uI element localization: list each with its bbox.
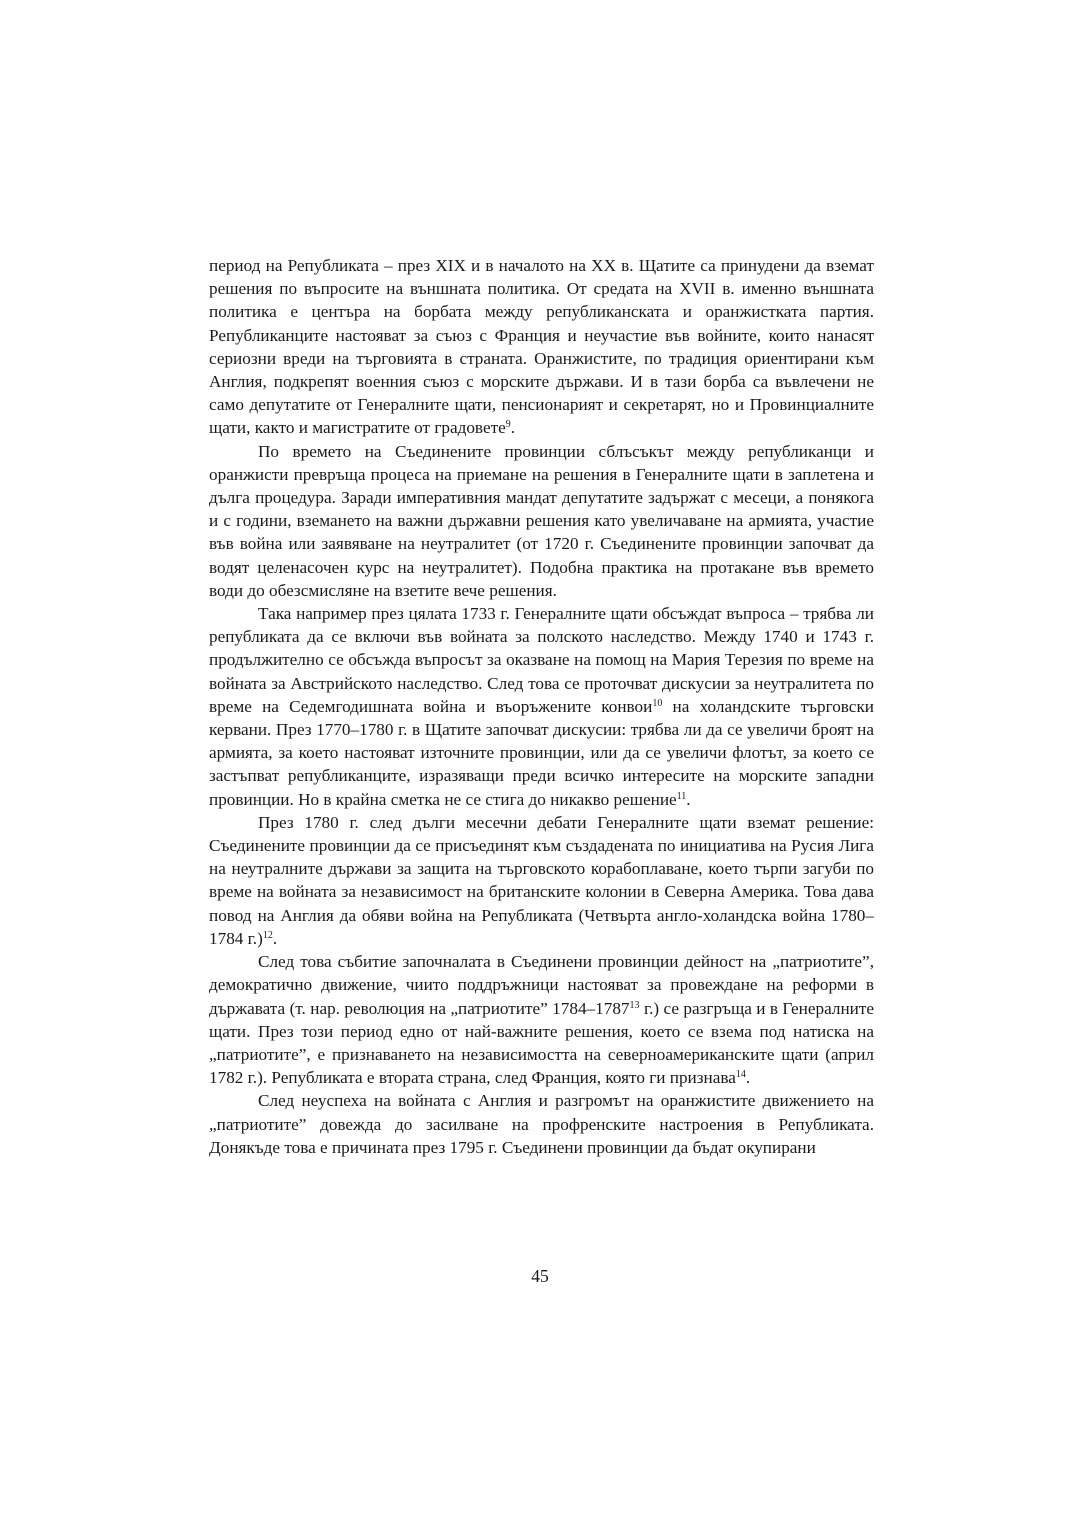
footnote-marker: 12 [262,929,273,941]
footnote-marker: 10 [652,697,663,709]
paragraph [209,602,874,811]
body-text [209,254,874,1159]
paragraph-text: период на Републиката – през XIX и в началото на XX в. Щатите са принудени да вземат решения по въпросите на външната политика. От средата на XVII в. именно външната политика е центъра на борбата между републиканската и оранжистката партия. Републиканците настояват за съюз с Франция и неучастие във войните, които нанасят сериозни вреди на търговията в страната. Оранжистите, по традиция ориентирани към Англия, подкрепят военния съюз с морските държави. И в тази борба са въвлечени не само депутатите от Генералните щати, пенсионарият и секретарят, но и Провинциалните щати, както и магистратите от градовете [209,256,874,438]
paragraph-text: . [272,928,278,948]
paragraph-text: Така например през цялата 1733 г. Генералните щати обсъждат въпроса – трябва ли републиката да се включи във войната за полското наследство. Между 1740 и 1743 г. продължително се обсъжда въпросът за оказване на помощ на Мария Терезия по време на войната за Австрийското наследство. След това се проточват дискусии за неутралитета по време на Седемгодишната война и въоръжените конвои [209,604,874,716]
paragraph-text: на холандските търговски кервани. През 1770–1780 г. в Щатите започват дискусии: трябва ли да се увеличи броят на армията, за което настояват източните провинции, или да се увеличи флотът, за което се застъпват републиканците, изразяващи преди всичко интересите на морските западни провинции. Но в крайна сметка не се стига до никакво решение [209,696,874,809]
paragraph-text: г.) се разгръща и в Генералните щати. През този период едно от най-важните решения, което се взема под натиска на „патриотите”, е признаването на независимостта на северноамериканските щати (април 1782 г.). Републиката е втората страна, след Франция, която ги признава [209,998,874,1088]
paragraph [209,254,874,440]
paragraph-text: . [745,1068,751,1088]
paragraph [209,440,874,602]
paragraph [209,950,874,1089]
footnote-marker: 11 [676,790,687,802]
page-number: 45 [531,1266,549,1286]
paragraph [209,1089,874,1159]
paragraph-text: След това събитие започналата в Съединени провинции дейност на „патриотите”, демократично движение, чиито поддръжници настояват за провеждане на реформи в държавата (т. нар. революция на „патриотите” 1784–1787 [209,952,874,1018]
footnote-marker: 9 [505,419,511,431]
footnote-marker: 13 [629,999,640,1011]
paragraph-text: През 1780 г. след дълги месечни дебати Генералните щати вземат решение: Съединените провинции да се присъединят към създадената по инициатива на Русия Лига на неутралните държави за защита на търговското корабоплаване, което търпи загуби по време на войната за независимост на британските колонии в Северна Америка. Това дава повод на Англия да обяви война на Републиката (Четвърта англо-холандска война 1780–1784 г.) [209,812,874,948]
paragraph-text: След неуспеха на войната с Англия и разгромът на оранжистите движението на „патриотите” довежда до засилване на профренските настроения в Републиката. Донякъде това е причината през 1795 г. Съединени провинции да бъдат окупирани [209,1091,874,1157]
paragraph-text: . [686,789,691,809]
paragraph-text: По времето на Съединените провинции сблъсъкът между републиканци и оранжисти превръща процеса на приемане на решения в Генералните щати в заплетена и дълга процедура. Заради императивния мандат депутатите задържат с месеци, а понякога и с години, вземането на важни държавни решения като увеличаване на армията, участие във война или заявяване на неутралитет (от 1720 г. Съединените провинции започват да водят целенасочен курс на неутралитет). Подобна практика на протакане във времето води до обезсмисляне на взетите вече решения. [209,441,874,600]
footnote-marker: 14 [735,1069,746,1081]
paragraph-text: . [510,418,516,438]
paragraph [209,811,874,950]
